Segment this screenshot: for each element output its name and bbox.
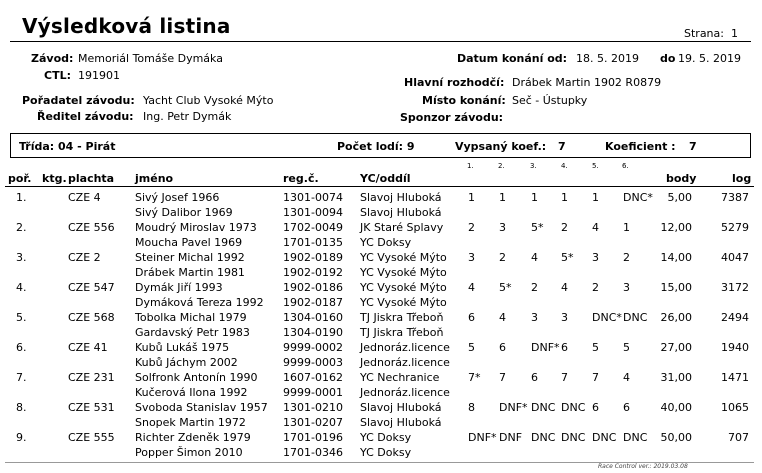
footer-version: Race Control ver.: 2019.03.08 bbox=[598, 463, 688, 470]
row-name: Drábek Martin 1981 bbox=[135, 266, 245, 279]
col-header-name: jméno bbox=[135, 172, 174, 185]
coef-label: Koeficient : bbox=[605, 140, 676, 153]
row-race-result: 2 bbox=[592, 281, 599, 294]
row-race-result: DNC bbox=[623, 431, 648, 444]
row-race-result: 7* bbox=[468, 371, 481, 384]
row-race-result: DNF* bbox=[468, 431, 497, 444]
row-race-result: 4 bbox=[531, 251, 538, 264]
document-title: Výsledková listina bbox=[22, 14, 231, 38]
row-sail: CZE 4 bbox=[68, 191, 101, 204]
row-rank: 7. bbox=[16, 371, 27, 384]
date-to: 19. 5. 2019 bbox=[678, 52, 741, 65]
row-race-result: DNC bbox=[531, 431, 556, 444]
row-points: 5,00 bbox=[667, 191, 692, 204]
row-name: Steiner Michal 1992 bbox=[135, 251, 245, 264]
place-value: Seč - Ústupky bbox=[512, 94, 588, 107]
row-race-result: 3 bbox=[468, 251, 475, 264]
organizer-value: Yacht Club Vysoké Mýto bbox=[143, 94, 274, 107]
row-race-result: 1 bbox=[499, 191, 506, 204]
row-race-result: DNC bbox=[623, 311, 648, 324]
date-from: 18. 5. 2019 bbox=[576, 52, 639, 65]
col-header-rank: poř. bbox=[8, 172, 32, 185]
row-reg: 1304-0160 bbox=[283, 311, 343, 324]
col-header-race-1: 1. bbox=[467, 162, 474, 170]
row-reg: 1301-0074 bbox=[283, 191, 343, 204]
row-race-result: DNC bbox=[531, 401, 556, 414]
row-points: 26,00 bbox=[660, 311, 692, 324]
row-club: Slavoj Hluboká bbox=[360, 206, 442, 219]
row-race-result: 1 bbox=[561, 191, 568, 204]
announced-coef-label: Vypsaný koef.: bbox=[455, 140, 547, 153]
row-race-result: DNC bbox=[561, 401, 586, 414]
row-race-result: 4 bbox=[561, 281, 568, 294]
row-sail: CZE 568 bbox=[68, 311, 115, 324]
row-reg: 1702-0049 bbox=[283, 221, 343, 234]
row-rank: 3. bbox=[16, 251, 27, 264]
row-name: Sivý Dalibor 1969 bbox=[135, 206, 233, 219]
date-to-label: do bbox=[660, 52, 676, 65]
row-race-result: 6 bbox=[623, 401, 630, 414]
row-rank: 5. bbox=[16, 311, 27, 324]
row-rank: 4. bbox=[16, 281, 27, 294]
row-club: YC Doksy bbox=[360, 431, 412, 444]
row-race-result: 1 bbox=[468, 191, 475, 204]
row-reg: 1304-0190 bbox=[283, 326, 343, 339]
row-race-result: 5 bbox=[623, 341, 630, 354]
row-log: 1471 bbox=[721, 371, 749, 384]
row-name: Gardavský Petr 1983 bbox=[135, 326, 250, 339]
row-race-result: 6 bbox=[561, 341, 568, 354]
row-reg: 1301-0094 bbox=[283, 206, 343, 219]
row-club: YC Vysoké Mýto bbox=[360, 266, 447, 279]
row-race-result: 6 bbox=[592, 401, 599, 414]
row-reg: 1902-0186 bbox=[283, 281, 343, 294]
row-club: YC Nechranice bbox=[360, 371, 440, 384]
judge-value: Drábek Martin 1902 R0879 bbox=[512, 76, 662, 89]
race-label: Závod: bbox=[31, 52, 74, 65]
row-club: TJ Jiskra Třeboň bbox=[360, 311, 444, 324]
row-reg: 1701-0135 bbox=[283, 236, 343, 249]
row-race-result: 3 bbox=[499, 221, 506, 234]
row-sail: CZE 556 bbox=[68, 221, 115, 234]
row-sail: CZE 231 bbox=[68, 371, 115, 384]
row-reg: 1902-0189 bbox=[283, 251, 343, 264]
row-points: 50,00 bbox=[660, 431, 692, 444]
row-race-result: 4 bbox=[499, 311, 506, 324]
row-race-result: 5* bbox=[561, 251, 574, 264]
date-label: Datum konání od: bbox=[457, 52, 568, 65]
race-value: Memoriál Tomáše Dymáka bbox=[78, 52, 223, 65]
row-reg: 1701-0346 bbox=[283, 446, 343, 459]
header-divider bbox=[5, 186, 754, 187]
row-club: Jednoráz.licence bbox=[360, 386, 450, 399]
col-header-race-6: 6. bbox=[622, 162, 629, 170]
row-club: YC Vysoké Mýto bbox=[360, 251, 447, 264]
row-race-result: DNF bbox=[499, 431, 523, 444]
row-reg: 1607-0162 bbox=[283, 371, 343, 384]
row-rank: 6. bbox=[16, 341, 27, 354]
row-race-result: 7 bbox=[499, 371, 506, 384]
row-log: 2494 bbox=[721, 311, 749, 324]
row-name: Richter Zdeněk 1979 bbox=[135, 431, 251, 444]
col-header-race-5: 5. bbox=[592, 162, 599, 170]
row-reg: 1902-0187 bbox=[283, 296, 343, 309]
row-points: 27,00 bbox=[660, 341, 692, 354]
row-name: Moucha Pavel 1969 bbox=[135, 236, 243, 249]
place-label: Místo konání: bbox=[422, 94, 506, 107]
row-reg: 1301-0207 bbox=[283, 416, 343, 429]
row-race-result: 2 bbox=[561, 221, 568, 234]
row-points: 15,00 bbox=[660, 281, 692, 294]
row-club: YC Doksy bbox=[360, 236, 412, 249]
row-name: Moudrý Miroslav 1973 bbox=[135, 221, 257, 234]
row-race-result: 6 bbox=[531, 371, 538, 384]
row-reg: 9999-0002 bbox=[283, 341, 343, 354]
col-header-ktg: ktg. bbox=[42, 172, 67, 185]
page-number: 1 bbox=[731, 27, 738, 40]
ctl-value: 191901 bbox=[78, 69, 120, 82]
page-label: Strana: bbox=[684, 27, 724, 40]
title-divider bbox=[10, 41, 751, 42]
row-name: Kučerová Ilona 1992 bbox=[135, 386, 248, 399]
row-race-result: DNC* bbox=[623, 191, 653, 204]
row-name: Kubů Lukáš 1975 bbox=[135, 341, 230, 354]
row-race-result: 2 bbox=[468, 221, 475, 234]
row-name: Dymáková Tereza 1992 bbox=[135, 296, 264, 309]
row-sail: CZE 41 bbox=[68, 341, 108, 354]
row-race-result: 3 bbox=[561, 311, 568, 324]
row-race-result: 5 bbox=[592, 341, 599, 354]
row-club: Slavoj Hluboká bbox=[360, 401, 442, 414]
judge-label: Hlavní rozhodčí: bbox=[404, 76, 505, 89]
row-club: Jednoráz.licence bbox=[360, 356, 450, 369]
row-club: YC Vysoké Mýto bbox=[360, 281, 447, 294]
row-log: 7387 bbox=[721, 191, 749, 204]
row-race-result: DNF* bbox=[531, 341, 560, 354]
col-header-race-3: 3. bbox=[530, 162, 537, 170]
boats-count: Počet lodí: 9 bbox=[337, 140, 415, 153]
row-race-result: DNC* bbox=[592, 311, 622, 324]
row-club: TJ Jiskra Třeboň bbox=[360, 326, 444, 339]
row-log: 5279 bbox=[721, 221, 749, 234]
row-name: Svoboda Stanislav 1957 bbox=[135, 401, 268, 414]
col-header-sail: plachta bbox=[68, 172, 115, 185]
row-name: Dymák Jiří 1993 bbox=[135, 281, 223, 294]
coef-value: 7 bbox=[689, 140, 697, 153]
row-log: 1065 bbox=[721, 401, 749, 414]
director-value: Ing. Petr Dymák bbox=[143, 110, 232, 123]
row-points: 12,00 bbox=[660, 221, 692, 234]
row-club: JK Staré Splavy bbox=[360, 221, 444, 234]
row-log: 3172 bbox=[721, 281, 749, 294]
row-race-result: 2 bbox=[531, 281, 538, 294]
row-log: 4047 bbox=[721, 251, 749, 264]
ctl-label: CTL: bbox=[44, 69, 71, 82]
row-name: Popper Šimon 2010 bbox=[135, 446, 243, 459]
row-sail: CZE 2 bbox=[68, 251, 101, 264]
row-race-result: 7 bbox=[561, 371, 568, 384]
row-race-result: 2 bbox=[623, 251, 630, 264]
row-reg: 1701-0196 bbox=[283, 431, 343, 444]
row-race-result: 3 bbox=[592, 251, 599, 264]
row-points: 31,00 bbox=[660, 371, 692, 384]
row-race-result: 7 bbox=[592, 371, 599, 384]
row-race-result: 3 bbox=[623, 281, 630, 294]
row-race-result: DNC bbox=[561, 431, 586, 444]
row-club: Slavoj Hluboká bbox=[360, 416, 442, 429]
row-race-result: 4 bbox=[592, 221, 599, 234]
row-club: Slavoj Hluboká bbox=[360, 191, 442, 204]
row-rank: 8. bbox=[16, 401, 27, 414]
row-race-result: DNF* bbox=[499, 401, 528, 414]
row-race-result: 1 bbox=[531, 191, 538, 204]
row-name: Tobolka Michal 1979 bbox=[135, 311, 247, 324]
row-club: YC Vysoké Mýto bbox=[360, 296, 447, 309]
row-race-result: 5 bbox=[468, 341, 475, 354]
row-name: Solfronk Antonín 1990 bbox=[135, 371, 258, 384]
row-race-result: 2 bbox=[499, 251, 506, 264]
row-race-result: 5* bbox=[531, 221, 544, 234]
row-points: 14,00 bbox=[660, 251, 692, 264]
row-rank: 9. bbox=[16, 431, 27, 444]
row-race-result: 3 bbox=[531, 311, 538, 324]
director-label: Ředitel závodu: bbox=[37, 110, 134, 123]
row-name: Kubů Jáchym 2002 bbox=[135, 356, 238, 369]
row-race-result: 1 bbox=[623, 221, 630, 234]
row-race-result: 6 bbox=[468, 311, 475, 324]
row-log: 707 bbox=[728, 431, 749, 444]
row-race-result: 8 bbox=[468, 401, 475, 414]
row-reg: 9999-0001 bbox=[283, 386, 343, 399]
row-points: 40,00 bbox=[660, 401, 692, 414]
col-header-reg: reg.č. bbox=[283, 172, 319, 185]
row-race-result: DNC bbox=[592, 431, 617, 444]
col-header-log: log bbox=[732, 172, 752, 185]
row-race-result: 4 bbox=[623, 371, 630, 384]
row-race-result: 1 bbox=[592, 191, 599, 204]
col-header-race-2: 2. bbox=[498, 162, 505, 170]
organizer-label: Pořadatel závodu: bbox=[22, 94, 135, 107]
row-race-result: 5* bbox=[499, 281, 512, 294]
row-reg: 1301-0210 bbox=[283, 401, 343, 414]
class-label: Třída: 04 - Pirát bbox=[19, 140, 116, 153]
row-race-result: 4 bbox=[468, 281, 475, 294]
announced-coef-value: 7 bbox=[558, 140, 566, 153]
row-log: 1940 bbox=[721, 341, 749, 354]
row-reg: 1902-0192 bbox=[283, 266, 343, 279]
row-club: YC Doksy bbox=[360, 446, 412, 459]
row-race-result: 6 bbox=[499, 341, 506, 354]
sponsor-label: Sponzor závodu: bbox=[400, 111, 504, 124]
row-club: Jednoráz.licence bbox=[360, 341, 450, 354]
row-sail: CZE 531 bbox=[68, 401, 115, 414]
col-header-race-4: 4. bbox=[561, 162, 568, 170]
col-header-club: YC/oddíl bbox=[360, 172, 411, 185]
row-name: Snopek Martin 1972 bbox=[135, 416, 246, 429]
row-sail: CZE 547 bbox=[68, 281, 115, 294]
row-name: Sivý Josef 1966 bbox=[135, 191, 220, 204]
row-sail: CZE 555 bbox=[68, 431, 115, 444]
row-rank: 1. bbox=[16, 191, 27, 204]
row-rank: 2. bbox=[16, 221, 27, 234]
row-reg: 9999-0003 bbox=[283, 356, 343, 369]
col-header-points: body bbox=[666, 172, 697, 185]
